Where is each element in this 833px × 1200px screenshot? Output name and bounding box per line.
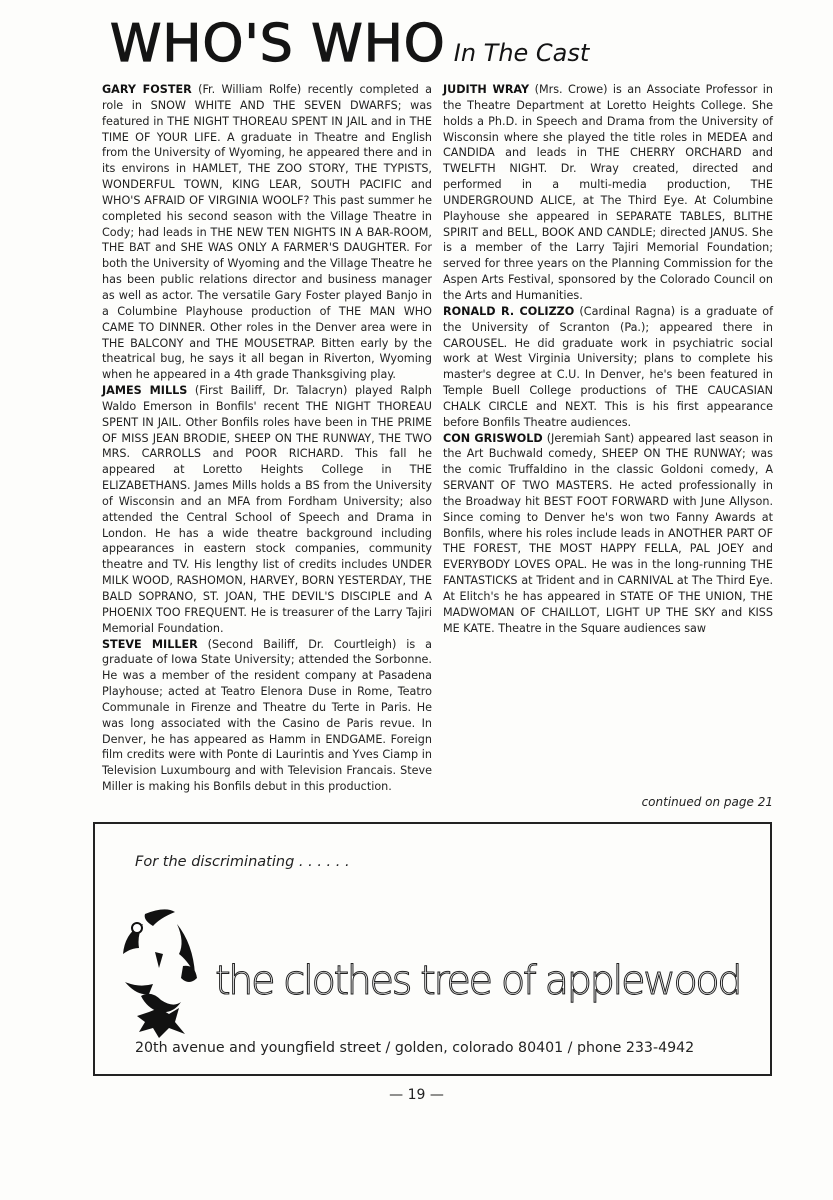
- bio-name: STEVE MILLER: [102, 637, 198, 651]
- bio-text: (Jeremiah Sant) appeared last season in the Art Buchwald comedy, SHEEP ON THE RUNWAY; was the comic Truffaldino in the classic Goldoni comedy, A SERVANT OF TWO MASTERS. He acted professionally in the Broadway hit BEST FOOT FORWARD with June Allyson. Since coming to Denver he's won two Fanny Awards at Bonfils, where his roles include leads in ANOTHER PART OF THE FOREST, THE MOST HAPPY FELLA, PAL JOEY and EVERYBODY LOVES OPAL. He was in the long-running THE FANTASTICKS at Trident and in CARNIVAL at The Third Eye. At Elitch's he has appeared in STATE OF THE UNION, THE MADWOMAN OF CHAILLOT, LIGHT UP THE SKY and KISS ME KATE. Theatre in the Square audiences saw: [443, 431, 774, 635]
- bio-text: (Second Bailiff, Dr. Courtleigh) is a graduate of Iowa State University; attended the Sorbonne. He was a member of the resident company at Pasadena Playhouse; acted at Teatro Elenora Duse in Rome, Teatro Communale in Firenze and Theatre du Terte in Paris. He was long associated with the Casino de Paris revue. In Denver, he has appeared as Hamm in ENDGAME. Foreign film credits were with Ponte di Laurintis and Yves Ciamp in Television Luxumbourg and with Television Francais. Steve Miller is making his Bonfils debut in this production.: [102, 637, 432, 794]
- title-subtitle: In The Cast: [453, 39, 590, 67]
- bio-ronald-colizzo: [443, 304, 773, 431]
- bio-text: (Mrs. Crowe) is an Associate Professor in the Theatre Department at Loretto Heights College. She holds a Ph.D. in Speech and Drama from the University of Wisconsin where she played the title roles in MEDEA and CANDIDA and leads in THE CHERRY ORCHARD and TWELFTH NIGHT. Dr. Wray created, directed and performed in a multi-media production, THE UNDERGROUND ALICE, at The Third Eye. At Columbine Playhouse she appeared in SEPARATE TABLES, BLITHE SPIRIT and BELL, BOOK AND CANDLE; directed JANUS. She is a member of the Larry Tajiri Memorial Foundation; served for three years on the Planning Commission for the Aspen Arts Festival, sponsored by the Colorado Council on the Arts and Humanities.: [443, 83, 773, 302]
- page-number: — 19 —: [389, 1087, 444, 1103]
- bio-name: RONALD R. COLIZZO: [443, 304, 575, 318]
- bio-text: (Fr. William Rolfe) recently completed a role in SNOW WHITE AND THE SEVEN DWARFS; was featured in THE NIGHT THOREAU SPENT IN JAIL and in THE TIME OF YOUR LIFE. A graduate in Theatre and English from the University of Wyoming, he appeared there and in its environs in HAMLET, THE ZOO STORY, THE TYPISTS, WONDERFUL TOWN, KING LEAR, SOUTH PACIFIC and WHO'S AFRAID OF VIRGINIA WOOLF? This past summer he completed his second season with the Village Theatre in Cody; had leads in THE NEW TEN NIGHTS IN A BAR-ROOM, THE BAT and SHE WAS ONLY A FARMER'S DAUGHTER. For both the University of Wyoming and the Village Theatre he has been public relations director and business manager as well as actor. The versatile Gary Foster played Banjo in a Columbine Playhouse production of THE MAN WHO CAME TO DINNER. Other roles in the Denver area were in THE BALCONY and THE MOUSETRAP. Bitten early by the theatrical bug, he says it all began in Riverton, Wyoming when he appeared in a 4th grade Thanksgiving play.: [102, 83, 432, 382]
- bio-gary-foster: [102, 82, 432, 383]
- bio-name: JAMES MILLS: [102, 384, 188, 398]
- bio-name: GARY FOSTER: [102, 83, 192, 96]
- bio-con-griswold: [443, 431, 773, 637]
- continued-note: continued on page 21: [641, 795, 773, 809]
- title-main: WHO'S WHO: [110, 14, 446, 74]
- advertisement: [93, 822, 772, 1076]
- stylized-face-logo-icon: [115, 904, 215, 1044]
- bio-name: CON GRISWOLD: [443, 431, 543, 445]
- page-title: [110, 14, 589, 74]
- column-left: [102, 82, 432, 795]
- ad-address: 20th avenue and youngfield street / golden, colorado 80401 / phone 233-4942: [135, 1040, 695, 1056]
- bio-judith-wray: [443, 82, 773, 304]
- column-right: [443, 82, 773, 637]
- bio-steve-miller: [102, 637, 432, 795]
- bio-text: (Cardinal Ragna) is a graduate of the University of Scranton (Pa.); appeared there in CAROUSEL. He did graduate work in psychiatric social work at West Virginia University; plans to complete his master's degree at C.U. In Denver, he's been featured in Temple Buell College productions of THE CAUCASIAN CHALK CIRCLE and NEXT. This is his first appearance before Bonfils Theatre audiences.: [443, 304, 774, 429]
- bio-text: (First Bailiff, Dr. Talacryn) played Ralph Waldo Emerson in Bonfils' recent THE NIGHT THOREAU SPENT IN JAIL. Other Bonfils roles have been in THE PRIME OF MISS JEAN BRODIE, SHEEP ON THE RUNWAY, THE TWO MRS. CARROLLS and POOR RICHARD. This fall he appeared at Loretto Heights College in THE ELIZABETHANS. James Mills holds a BS from the University of Wisconsin and an MFA from Fordham University; also attended the Central School of Speech and Drama in London. He has a wide theatre background including appearances in eastern stock companies, community theatre and TV. His lengthy list of credits includes UNDER MILK WOOD, RASHOMON, HARVEY, BORN YESTERDAY, THE BALD SOPRANO, ST. JOAN, THE DEVIL'S DISCIPLE and A PHOENIX TOO FREQUENT. He is treasurer of the Larry Tajiri Memorial Foundation.: [102, 384, 432, 635]
- ad-tagline: For the discriminating . . . . . .: [135, 854, 350, 870]
- bio-name: JUDITH WRAY: [443, 83, 530, 96]
- ad-brand-name: the clothes tree of applewood: [215, 958, 741, 1004]
- bio-james-mills: [102, 383, 432, 637]
